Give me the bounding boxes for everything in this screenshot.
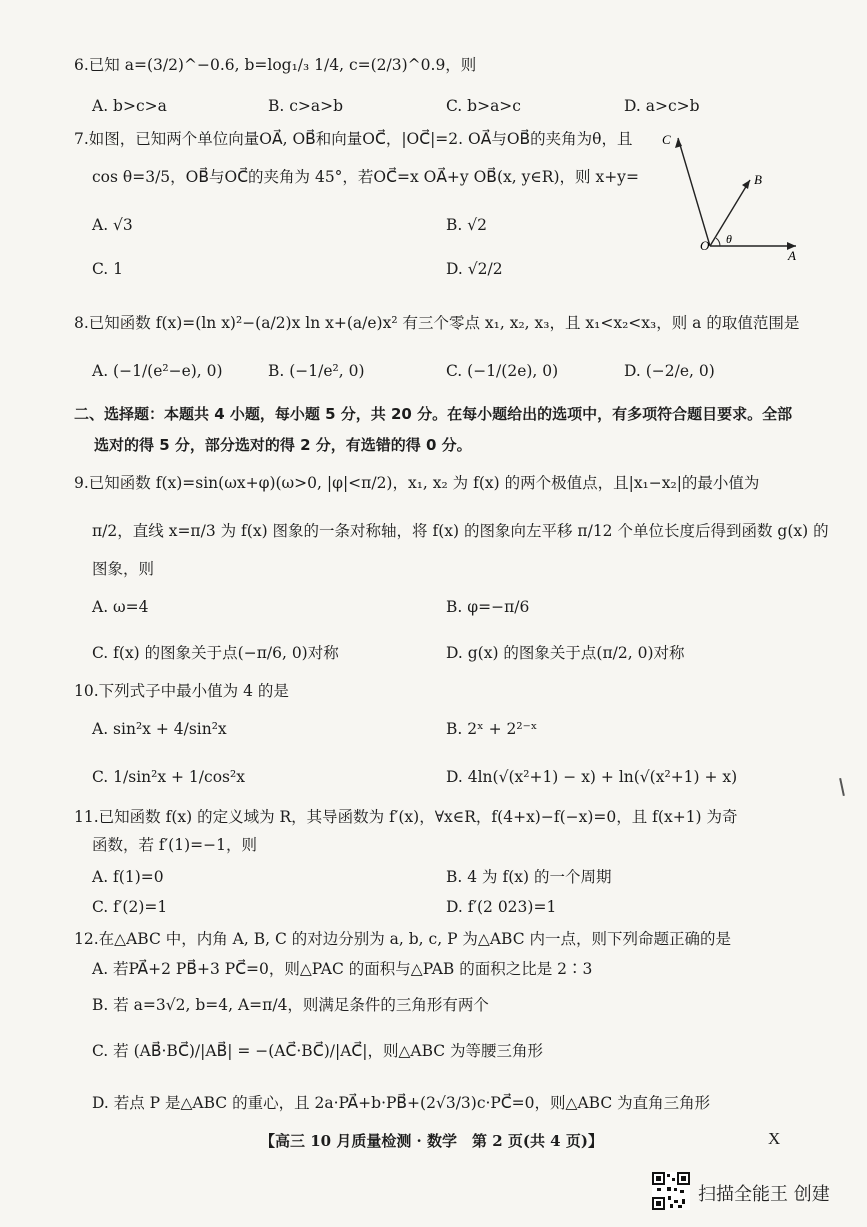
q10-stem: 10.下列式子中最小值为 4 的是 (74, 682, 289, 700)
q6-option-c: C. b>a>c (446, 97, 521, 115)
q9-stem-line3: 图象，则 (92, 560, 155, 578)
q11-option-a: A. f(1)=0 (92, 868, 164, 886)
q11-option-d: D. f′(2 023)=1 (446, 898, 557, 916)
label-o: O (700, 238, 710, 253)
theta-arc (716, 238, 720, 246)
scan-speck (839, 778, 845, 796)
section2-instructions-line2: 选对的得 5 分，部分选对的得 2 分，有选错的得 0 分。 (94, 436, 472, 454)
q8-option-c: C. (−1/(2e), 0) (446, 362, 559, 380)
q8-option-b: B. (−1/e², 0) (268, 362, 365, 380)
q8-option-d: D. (−2/e, 0) (624, 362, 715, 380)
q11-stem-line1: 11.已知函数 f(x) 的定义域为 R，其导函数为 f′(x)，∀x∈R，f(4+x)−f(−x)=0，且 f(x+1) 为奇 (74, 808, 738, 826)
q9-option-b: B. φ=−π/6 (446, 598, 530, 616)
q6-stem: 6.已知 a=(3/2)^−0.6, b=log₁/₃ 1/4, c=(2/3)^0.9，则 (74, 56, 477, 74)
q10-option-d: D. 4ln(√(x²+1) − x) + ln(√(x²+1) + x) (446, 768, 738, 786)
q7-option-c: C. 1 (92, 260, 124, 278)
page-footer: 【高三 10 月质量检测 · 数学 第 2 页(共 4 页)】 (260, 1132, 603, 1150)
q11-option-c: C. f′(2)=1 (92, 898, 168, 916)
scanner-watermark: 扫描全能王 创建 (698, 1184, 830, 1205)
q7-option-a: A. √3 (92, 216, 133, 234)
label-b: B (754, 172, 762, 187)
q12-option-a: A. 若PA⃗+2 PB⃗+3 PC⃗=0，则△PAC 的面积与△PAB 的面积之比是 2∶3 (92, 960, 593, 978)
q8-option-a: A. (−1/(e²−e), 0) (92, 362, 223, 380)
q10-option-b: B. 2ˣ + 2²⁻ˣ (446, 720, 538, 738)
q9-option-d: D. g(x) 的图象关于点(π/2, 0)对称 (446, 644, 685, 662)
q12-option-d: D. 若点 P 是△ABC 的重心，且 2a·PA⃗+b·PB⃗+(2√3/3)c·PC⃗=0，则△ABC 为直角三角形 (92, 1094, 711, 1112)
q7-stem-line2: cos θ=3/5，OB⃗与OC⃗的夹角为 45°，若OC⃗=x OA⃗+y OB⃗(x, y∈R)，则 x+y= (92, 168, 639, 186)
q11-option-b: B. 4 为 f(x) 的一个周期 (446, 868, 612, 886)
q9-option-a: A. ω=4 (92, 598, 149, 616)
q9-stem-line2: π/2，直线 x=π/3 为 f(x) 图象的一条对称轴，将 f(x) 的图象向左平移 π/12 个单位长度后得到函数 g(x) 的 (92, 522, 829, 540)
vector-oc-line (678, 138, 710, 246)
paper-mark: X (768, 1129, 781, 1148)
q6-option-b: B. c>a>b (268, 97, 344, 115)
q9-option-c: C. f(x) 的图象关于点(−π/6, 0)对称 (92, 644, 339, 662)
q7-option-b: B. √2 (446, 216, 487, 234)
q12-option-b: B. 若 a=3√2, b=4, A=π/4，则满足条件的三角形有两个 (92, 996, 489, 1014)
q7-option-d: D. √2/2 (446, 260, 503, 278)
q12-option-c: C. 若 (AB⃗·BC⃗)/|AB⃗| = −(AC⃗·BC⃗)/|AC⃗|，则△ABC 为等腰三角形 (92, 1042, 544, 1060)
q7-vector-figure (650, 128, 800, 266)
q6-option-d: D. a>c>b (624, 97, 700, 115)
section2-instructions-line1: 二、选择题：本题共 4 小题，每小题 5 分，共 20 分。在每小题给出的选项中，有多项符合题目要求。全部 (74, 405, 793, 423)
q11-stem-line2: 函数，若 f′(1)=−1，则 (92, 836, 257, 854)
label-theta: θ (726, 232, 732, 246)
q8-stem: 8.已知函数 f(x)=(ln x)²−(a/2)x ln x+(a/e)x² 有三个零点 x₁, x₂, x₃，且 x₁<x₂<x₃，则 a 的取值范围是 (74, 314, 800, 332)
q6-option-a: A. b>c>a (92, 97, 167, 115)
q7-stem-line1: 7.如图，已知两个单位向量OA⃗, OB⃗和向量OC⃗，|OC⃗|=2. OA⃗与OB⃗的夹角为θ，且 (74, 130, 633, 148)
q10-option-a: A. sin²x + 4/sin²x (92, 720, 227, 738)
label-c: C (662, 132, 671, 147)
qr-code-icon (652, 1172, 690, 1210)
q9-stem-line1: 9.已知函数 f(x)=sin(ωx+φ)(ω>0, |φ|<π/2)，x₁, x₂ 为 f(x) 的两个极值点，且|x₁−x₂|的最小值为 (74, 474, 760, 492)
label-a: A (788, 248, 796, 263)
vector-ob-arrowhead (742, 180, 750, 189)
q10-option-c: C. 1/sin²x + 1/cos²x (92, 768, 245, 786)
q12-stem: 12.在△ABC 中，内角 A, B, C 的对边分别为 a, b, c, P 为△ABC 内一点，则下列命题正确的是 (74, 930, 732, 948)
